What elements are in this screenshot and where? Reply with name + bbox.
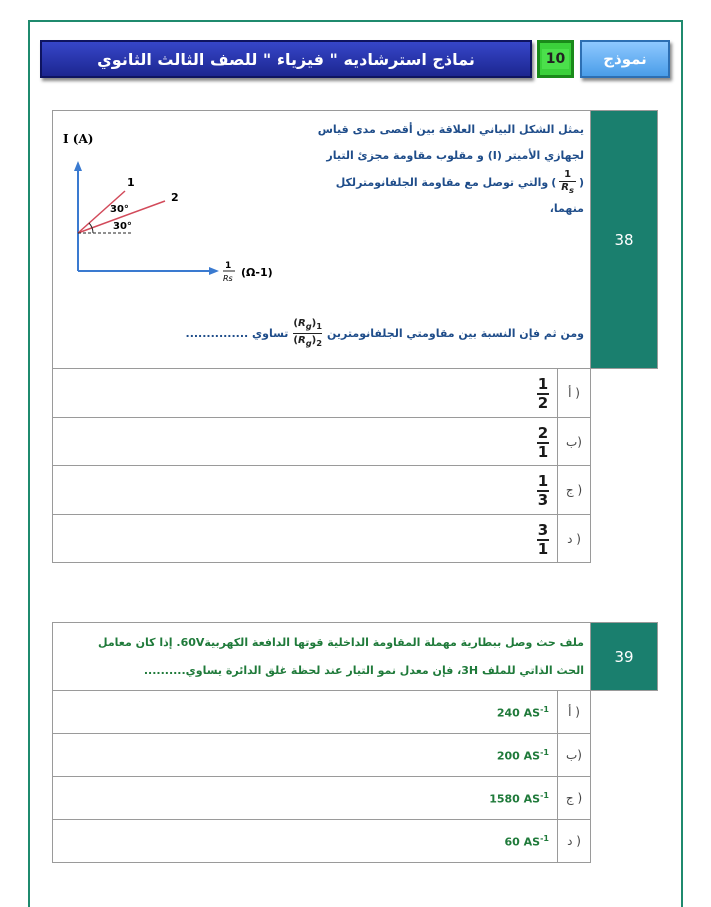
- question-39-table: [52, 622, 658, 863]
- question-38-table: [52, 110, 658, 563]
- option-row-c[interactable]: [53, 777, 658, 820]
- paren-open: (: [578, 175, 584, 189]
- option-b-letter: ب): [558, 418, 591, 466]
- graph-x-arrow: [209, 267, 219, 275]
- question-38-stem-bottom: [164, 317, 584, 350]
- stem-line: ملف حث وصل ببطارية مهملة المقاومة الداخلية قوتها الدافعة الكهربية60V. إذا كان معامل: [98, 635, 584, 649]
- question-38-number: 38: [591, 111, 658, 369]
- option-c-value[interactable]: $\frac{1}{3}$: [53, 466, 558, 515]
- page-frame-left: [28, 20, 30, 907]
- page-frame-right: [681, 20, 683, 907]
- option-a-letter: أ ): [558, 369, 591, 418]
- header-model-number: [537, 40, 574, 78]
- option-b-value[interactable]: 200 $AS^{-1}$: [53, 734, 558, 777]
- option-a-value[interactable]: $\frac{1}{2}$: [53, 369, 558, 418]
- option-row-d[interactable]: [53, 820, 658, 863]
- paren-close: ): [551, 175, 557, 189]
- graph-x-frac-num: 1: [225, 261, 232, 271]
- question-38-graph: [53, 121, 303, 301]
- question-38-stem: [53, 111, 591, 369]
- page-frame-top: [28, 20, 683, 22]
- option-row-b[interactable]: [53, 418, 658, 466]
- graph-y-arrow: [74, 161, 82, 171]
- graph-angle-bottom: 30°: [113, 221, 132, 232]
- stem-line: منهما،: [549, 202, 584, 215]
- option-a-letter: أ ): [558, 691, 591, 734]
- question-39-number: 39: [591, 623, 658, 691]
- option-c-letter: ج ): [558, 466, 591, 515]
- stem-line-with-fraction: [294, 169, 584, 196]
- fraction-rg-ratio: $(R_g)_1$ $(R_g)_2$: [293, 318, 323, 348]
- option-c-letter: ج ): [558, 777, 591, 820]
- option-b-letter: ب): [558, 734, 591, 777]
- graph-y-label: I (A): [63, 132, 94, 146]
- graph-angle-top: 30°: [110, 204, 129, 215]
- option-d-value[interactable]: 60 $AS^{-1}$: [53, 820, 558, 863]
- stem-line: لجهازي الأميتر (I) و مقلوب مقاومة مجزئ التيار: [326, 149, 584, 162]
- option-d-letter: د ): [558, 515, 591, 563]
- question-39-stem: [53, 623, 591, 691]
- fraction-1-over-rs: 1 $R_s$: [561, 169, 574, 195]
- stem-bottom-text: ومن ثم فإن النسبة بين مقاومتي الجلفانومترين: [327, 326, 584, 340]
- option-row-a[interactable]: [53, 369, 658, 418]
- option-row-d[interactable]: [53, 515, 658, 563]
- option-d-value[interactable]: $\frac{3}{1}$: [53, 515, 558, 563]
- stem-line: يمثل الشكل البياني العلاقة بين أقصى مدى قياس: [317, 123, 584, 136]
- option-a-value[interactable]: 240 $AS^{-1}$: [53, 691, 558, 734]
- graph-x-label: (Ω-1): [241, 266, 273, 279]
- option-c-value[interactable]: 1580 $AS^{-1}$: [53, 777, 558, 820]
- graph-x-frac-den: Rs: [223, 274, 233, 283]
- graph-line-2-label: 2: [171, 191, 179, 204]
- question-38-stem-text: [294, 117, 584, 222]
- graph-line-1-label: 1: [127, 176, 135, 189]
- option-row-c[interactable]: [53, 466, 658, 515]
- option-row-b[interactable]: [53, 734, 658, 777]
- header-title: نماذج استرشاديه " فيزياء " للصف الثالث الثانوي: [40, 40, 532, 78]
- option-row-a[interactable]: [53, 691, 658, 734]
- header-model-label: نموذج: [580, 40, 670, 78]
- header-number-text: 10: [542, 49, 569, 69]
- option-d-letter: د ): [558, 820, 591, 863]
- stem-bottom-end: تساوي ...............: [185, 326, 289, 340]
- stem-line: الحث الذاتي للملف 3H، فإن معدل نمو التيار عند لحظة غلق الدائرة يساوي..........: [143, 663, 584, 677]
- stem-line: والتي توصل مع مقاومة الجلفانومترلكل: [335, 175, 549, 189]
- option-b-value[interactable]: $\frac{2}{1}$: [53, 418, 558, 466]
